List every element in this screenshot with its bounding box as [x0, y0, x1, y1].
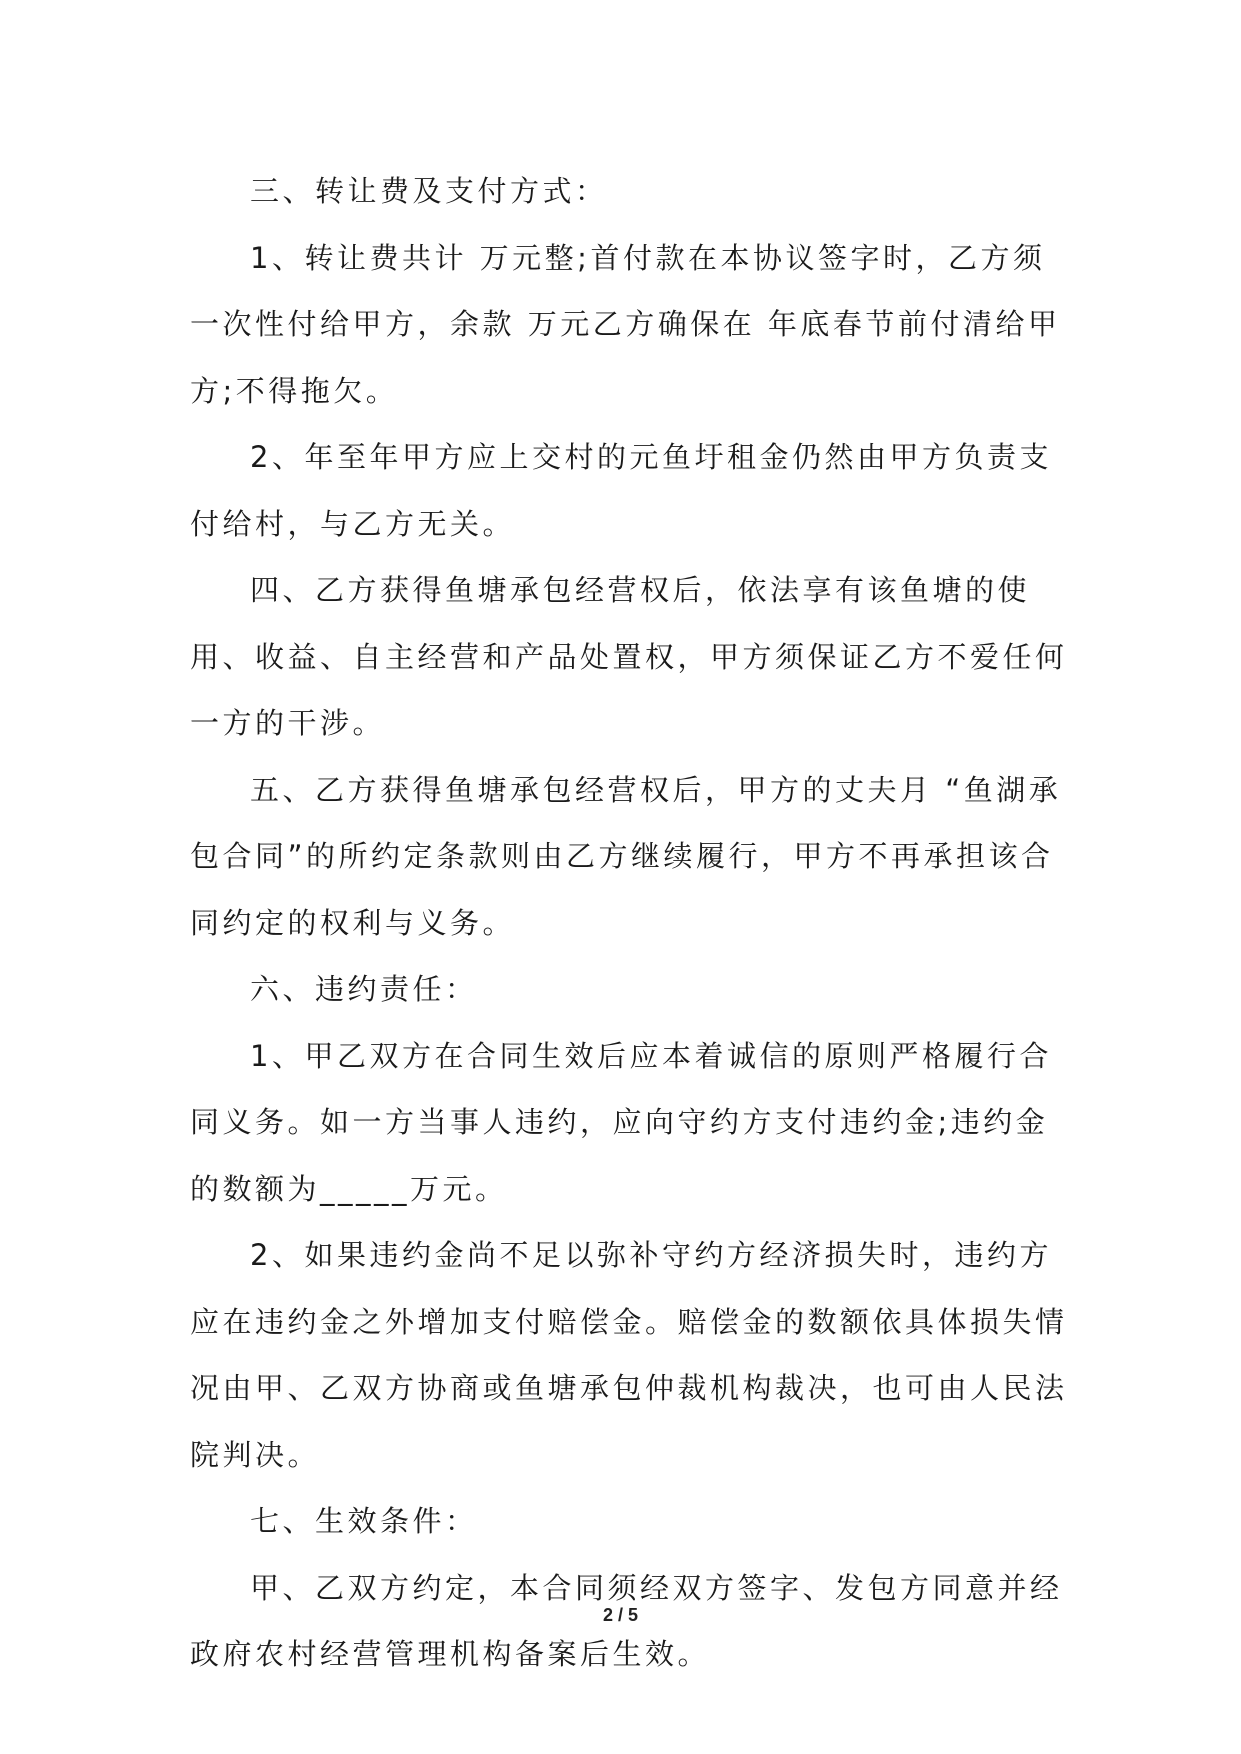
paragraph-effective-conditions: 甲、乙双方约定，本合同须经双方签字、发包方同意并经政府农村经营管理机构备案后生效。	[190, 1570, 1063, 1671]
paragraph-penalty: 1、甲乙双方在合同生效后应本着诚信的原则严格履行合同义务。如一方当事人违约，应向守约方支付违约金;违约金的数额为_____万元。	[190, 1038, 1052, 1206]
page-number: 2 / 5	[602, 1605, 639, 1625]
paragraph-section-7-heading: 七、生效条件：	[250, 1504, 478, 1538]
paragraph-rent-payment: 2、年至年甲方应上交村的元鱼圩租金仍然由甲方负责支付给村，与乙方无关。	[190, 440, 1052, 541]
paragraph-compensation: 2、如果违约金尚不足以弥补守约方经济损失时，违约方应在违约金之外增加支付赔偿金。赔偿金的数额依具体损失情况由甲、乙双方协商或鱼塘承包仲裁机构裁决，也可由人民法院判决。	[190, 1238, 1068, 1472]
paragraph-section-6-heading: 六、违约责任：	[250, 972, 478, 1006]
paragraph-section-5: 五、乙方获得鱼塘承包经营权后，甲方的丈夫月 “鱼湖承包合同”的所约定条款则由乙方继续履行，甲方不再承担该合同约定的权利与义务。	[190, 772, 1062, 940]
document-body	[190, 158, 1070, 1688]
paragraph-section-3-heading: 三、转让费及支付方式：	[250, 174, 608, 208]
paragraph-transfer-fee: 1、转让费共计 万元整;首付款在本协议签字时，乙方须一次性付给甲方，余款 万元乙方确保在 年底春节前付清给甲方;不得拖欠。	[190, 240, 1061, 408]
paragraph-section-4: 四、乙方获得鱼塘承包经营权后，依法享有该鱼塘的使用、收益、自主经营和产品处置权，甲方须保证乙方不爱任何一方的干涉。	[190, 573, 1068, 740]
